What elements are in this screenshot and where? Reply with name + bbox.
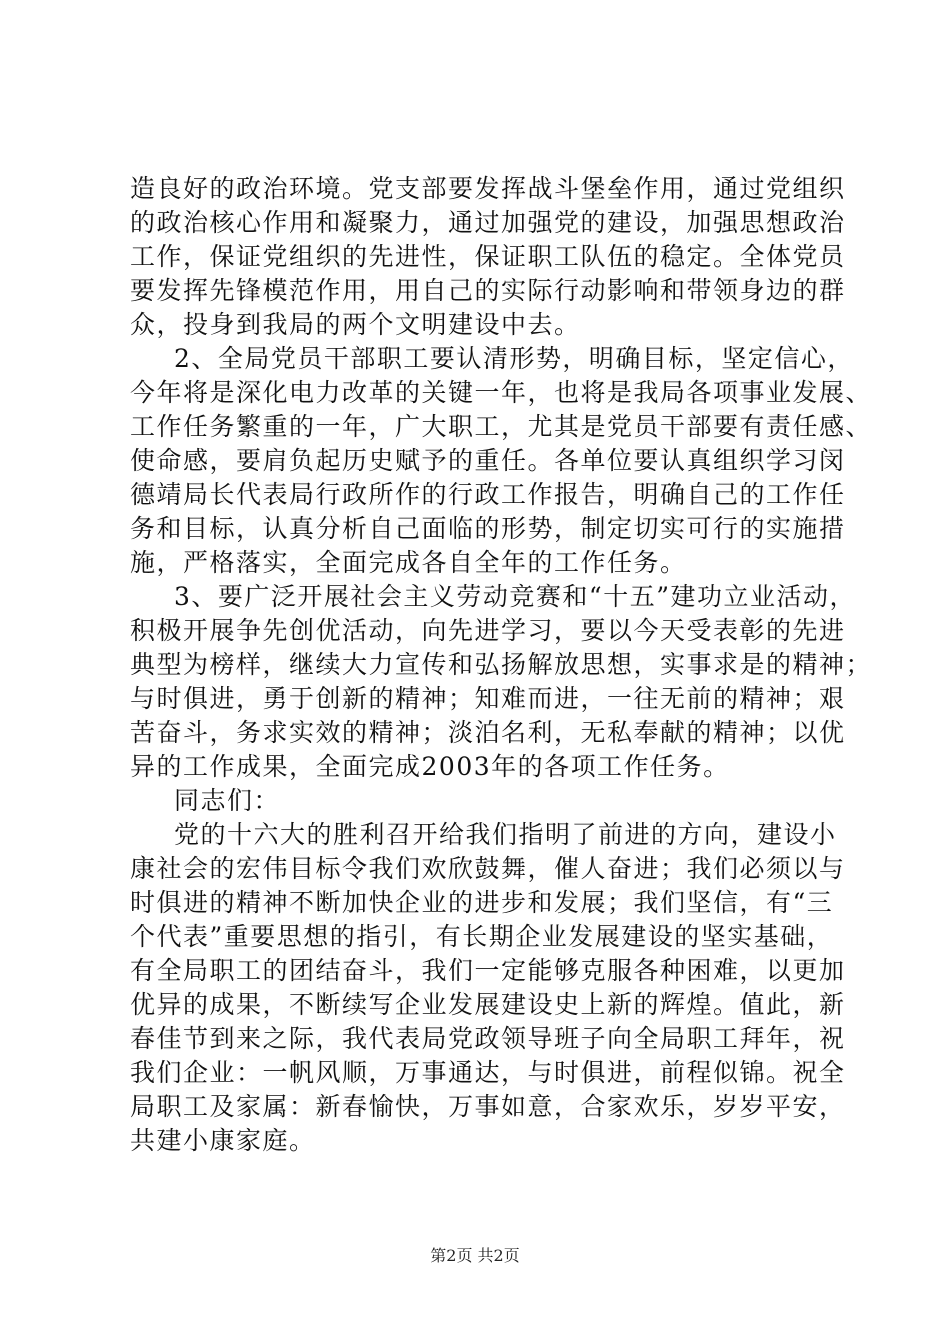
text-line: 苦奋斗，务求实效的精神；淡泊名利，无私奉献的精神；以优 — [130, 718, 846, 747]
paragraph-start-line: 2、全局党员干部职工要认清形势，明确目标，坚定信心， — [174, 344, 854, 373]
text-line: 积极开展争先创优活动，向先进学习，要以今天受表彰的先进 — [130, 616, 846, 645]
text-line: 康社会的宏伟目标令我们欢欣鼓舞，催人奋进；我们必须以与 — [130, 854, 846, 883]
text-line: 我们企业：一帆风顺，万事通达，与时俱进，前程似锦。祝全 — [130, 1058, 846, 1087]
text-line: 局职工及家属：新春愉快，万事如意，合家欢乐，岁岁平安， — [130, 1092, 846, 1121]
text-line: 典型为榜样，继续大力宣传和弘扬解放思想，实事求是的精神； — [130, 650, 873, 679]
text-line: 工作，保证党组织的先进性，保证职工队伍的稳定。全体党员 — [130, 242, 846, 271]
paragraph-start-line: 3、要广泛开展社会主义劳动竞赛和“十五”建功立业活动， — [174, 582, 856, 611]
text-line: 使命感，要肩负起历史赋予的重任。各单位要认真组织学习闵 — [130, 446, 846, 475]
text-line: 务和目标，认真分析自己面临的形势，制定切实可行的实施措 — [130, 514, 846, 543]
text-line: 造良好的政治环境。党支部要发挥战斗堡垒作用，通过党组织 — [130, 174, 846, 203]
text-line: 有全局职工的团结奋斗，我们一定能够克服各种困难，以更加 — [130, 956, 846, 985]
body-text — [130, 172, 873, 1158]
text-line: 要发挥先锋模范作用，用自己的实际行动影响和带领身边的群 — [130, 276, 846, 305]
text-line: 个代表”重要思想的指引，有长期企业发展建设的坚实基础， — [130, 922, 834, 951]
text-line: 时俱进的精神不断加快企业的进步和发展；我们坚信，有“三 — [130, 888, 834, 917]
text-line: 异的工作成果，全面完成2003年的各项工作任务。 — [130, 752, 730, 781]
text-line: 德靖局长代表局行政所作的行政工作报告，明确自己的工作任 — [130, 480, 846, 509]
text-line: 众，投身到我局的两个文明建设中去。 — [130, 310, 581, 339]
text-line: 共建小康家庭。 — [130, 1126, 316, 1155]
text-line: 与时俱进，勇于创新的精神；知难而进，一往无前的精神；艰 — [130, 684, 846, 713]
text-line: 的政治核心作用和凝聚力，通过加强党的建设，加强思想政治 — [130, 208, 846, 237]
text-line: 工作任务繁重的一年，广大职工，尤其是党员干部要有责任感、 — [130, 412, 873, 441]
page-number-footer: 第2页 共2页 — [430, 1246, 520, 1265]
text-line: 今年将是深化电力改革的关键一年，也将是我局各项事业发展、 — [130, 378, 873, 407]
text-line: 施，严格落实，全面完成各自全年的工作任务。 — [130, 548, 687, 577]
paragraph-start-line: 党的十六大的胜利召开给我们指明了前进的方向，建设小 — [174, 820, 837, 849]
salutation-line: 同志们： — [174, 786, 281, 815]
text-line: 优异的成果，不断续写企业发展建设史上新的辉煌。值此，新 — [130, 990, 846, 1019]
text-line: 春佳节到来之际，我代表局党政领导班子向全局职工拜年，祝 — [130, 1024, 846, 1053]
